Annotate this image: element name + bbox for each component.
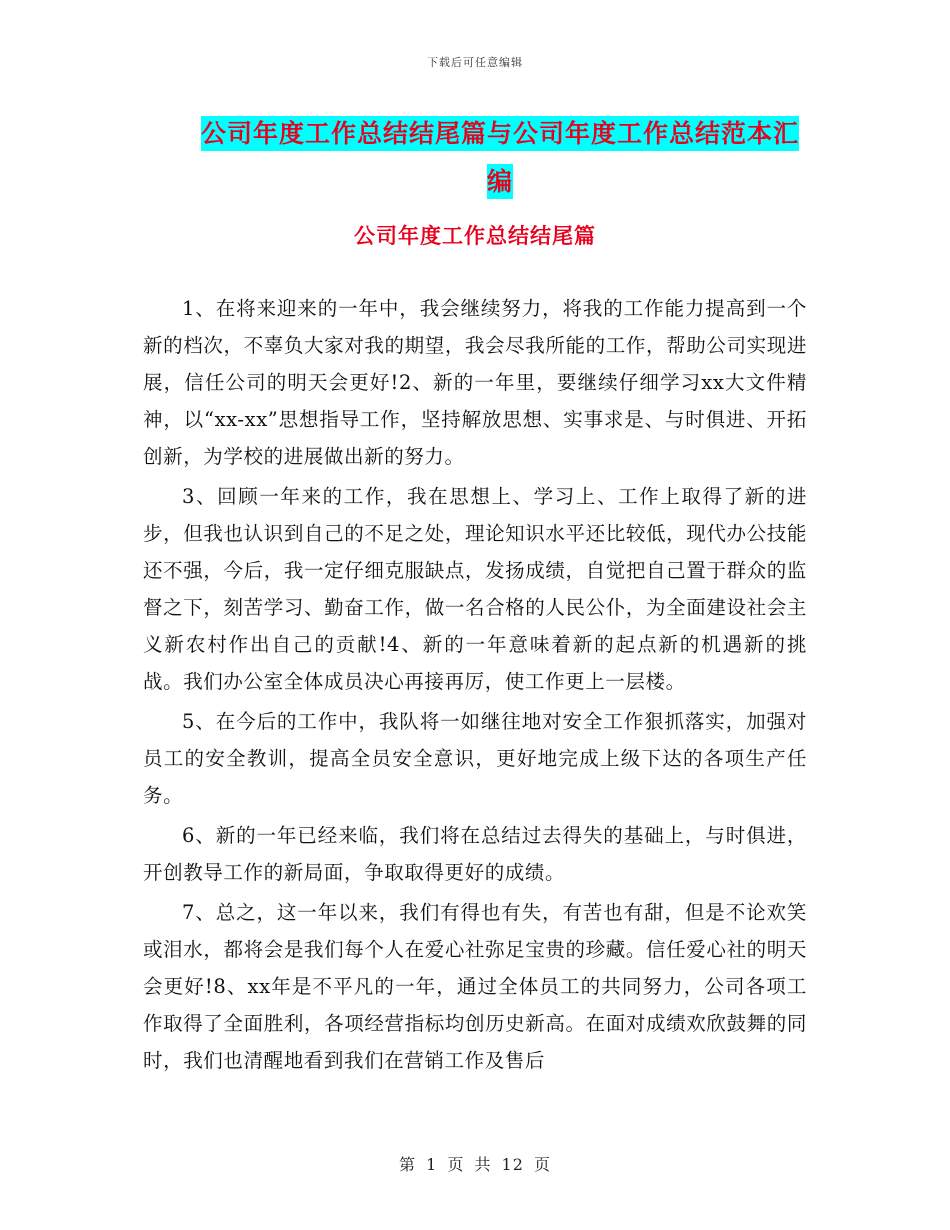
paragraph: 6、新的一年已经来临，我们将在总结过去得失的基础上，与时俱进，开创教导工作的新局面，争取取得更好的成绩。 [143,824,807,884]
paragraph: 5、在今后的工作中，我队将一如继往地对安全工作狠抓落实，加强对员工的安全教训，提高全员安全意识，更好地完成上级下达的各项生产任务。 [143,710,807,807]
page-number-footer: 第 1 页 共 12 页 [399,1155,551,1174]
section-title: 公司年度工作总结结尾篇 [354,224,596,248]
document-title-text: 公司年度工作总结结尾篇与公司年度工作总结范本汇编 [201,116,799,199]
page-header-note: 下载后可任意编辑 [427,56,523,69]
paragraph: 3、回顾一年来的工作，我在思想上、学习上、工作上取得了新的进步，但我也认识到自己的不足之处，理论知识水平还比较低，现代办公技能还不强，今后，我一定仔细克服缺点，发扬成绩，自觉把自己置于群众的监督之下，刻苦学习、勤奋工作，做一名合格的人民公仆，为全面建设社会主义新农村作出自己的贡献!4、新的一年意味着新的起点新的机遇新的挑战。我们办公室全体成员决心再接再厉，使工作更上一层楼。 [143,485,807,693]
document-body [143,290,807,1082]
document-title [190,110,810,206]
paragraph: 1、在将来迎来的一年中，我会继续努力，将我的工作能力提高到一个新的档次，不辜负大家对我的期望，我会尽我所能的工作，帮助公司实现进展，信任公司的明天会更好!2、新的一年里，要继续仔细学习xx大文件精神，以“xx-xx”思想指导工作，坚持解放思想、实事求是、与时俱进、开拓创新，为学校的进展做出新的努力。 [143,297,807,468]
paragraph: 7、总之，这一年以来，我们有得也有失，有苦也有甜，但是不论欢笑或泪水，都将会是我们每个人在爱心社弥足宝贵的珍藏。信任爱心社的明天会更好!8、xx年是不平凡的一年，通过全体员工的共同努力，公司各项工作取得了全面胜利，各项经营指标均创历史新高。在面对成绩欢欣鼓舞的同时，我们也清醒地看到我们在营销工作及售后 [143,901,807,1072]
